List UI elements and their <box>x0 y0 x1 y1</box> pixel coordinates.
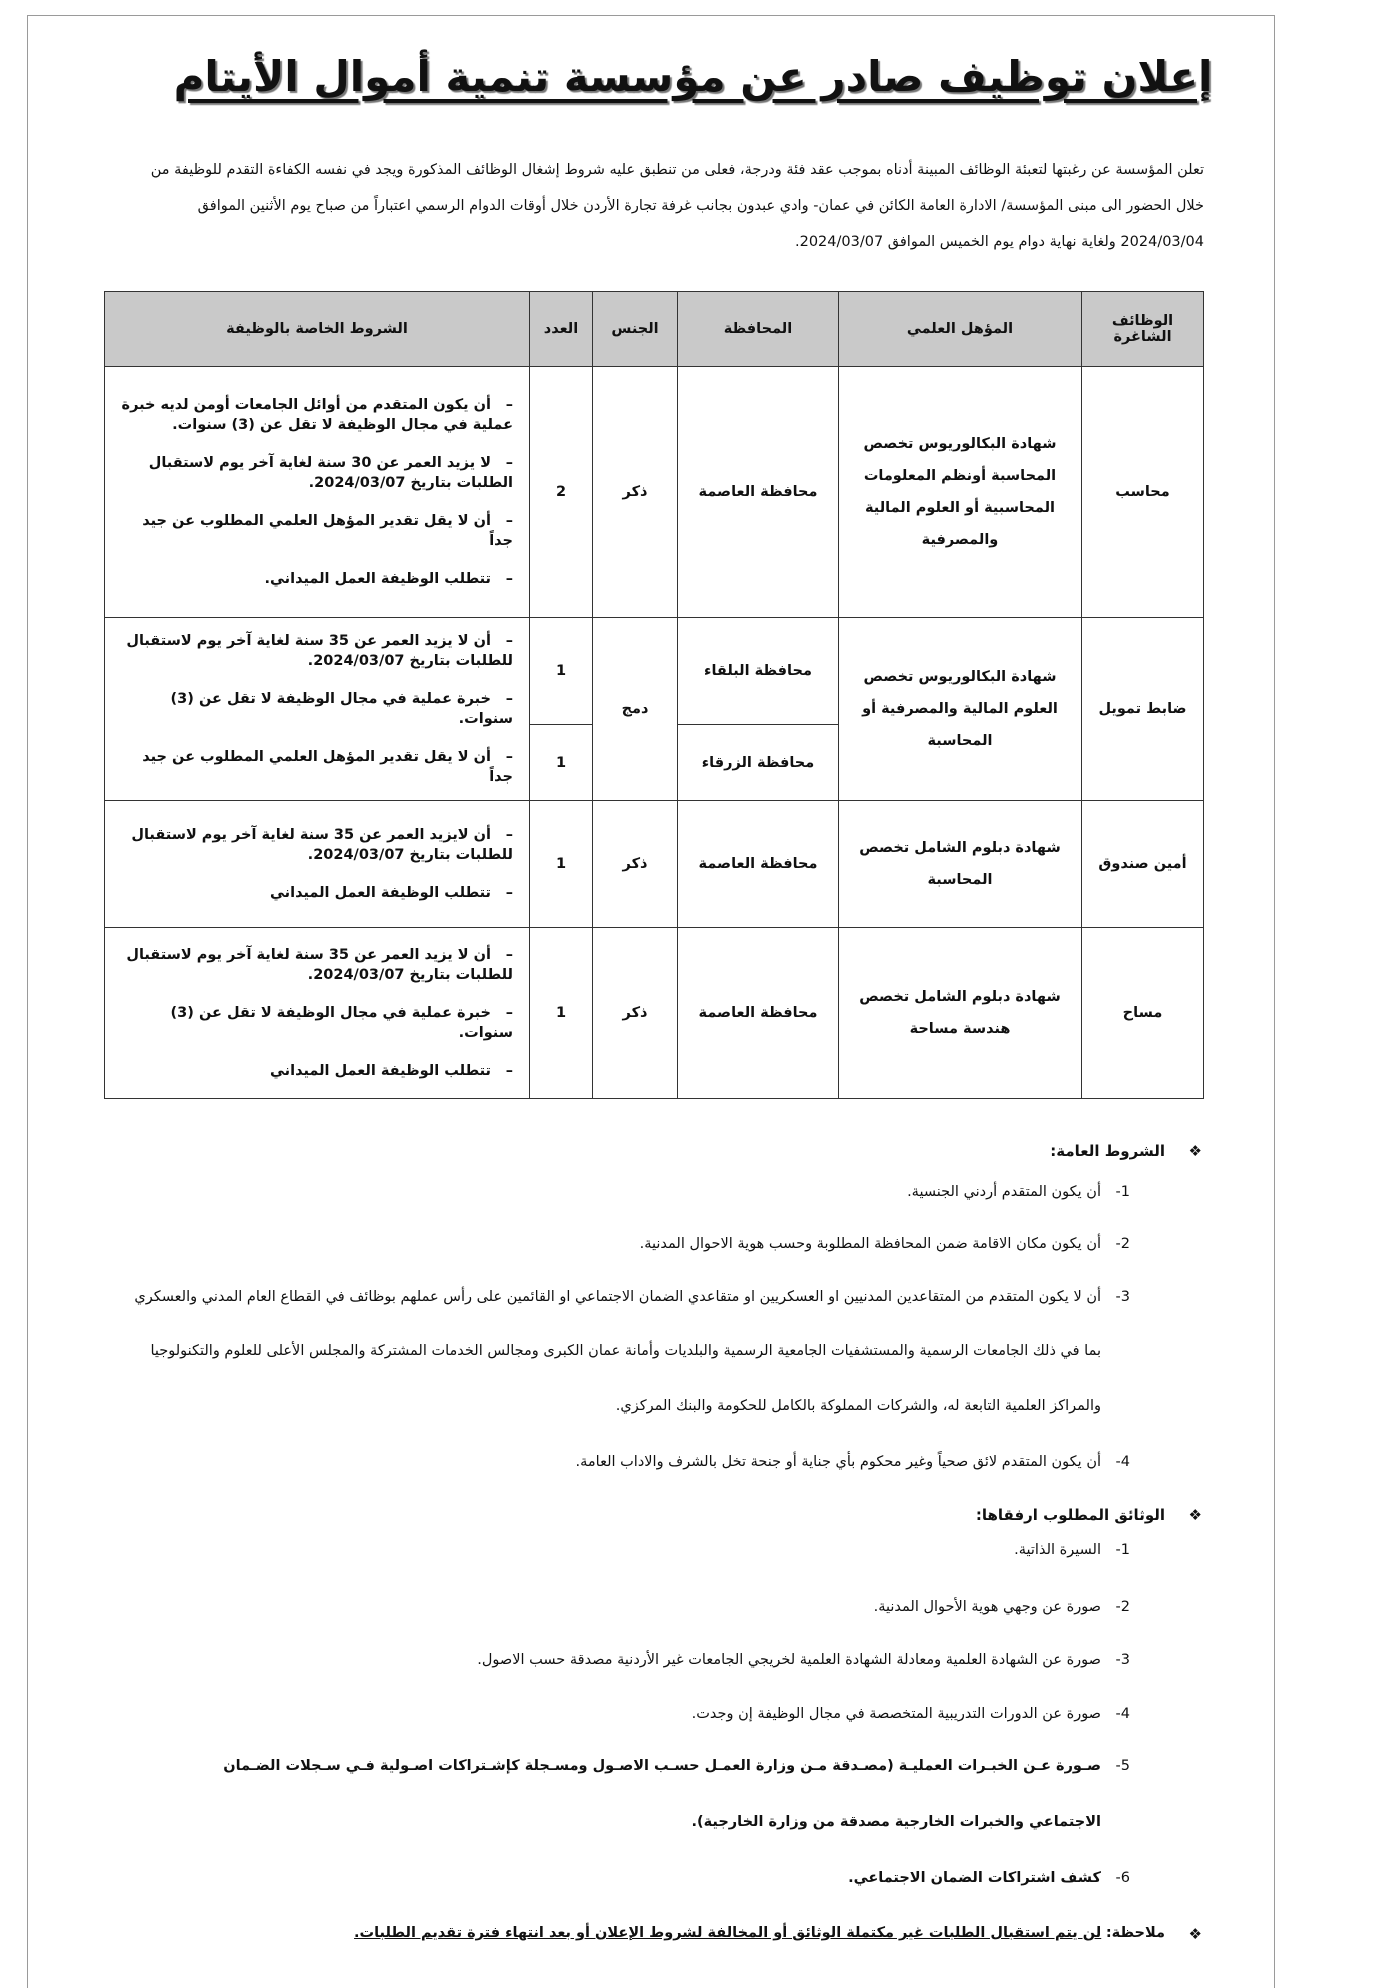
document-6: كشف اشتراكات الضمان الاجتماعي. <box>848 1870 1101 1886</box>
condition-item: –خبرة عملية في مجال الوظيفة لا تقل عن (3) سنوات. <box>170 691 513 727</box>
document-1: السيرة الذاتية. <box>1014 1542 1101 1558</box>
header-qualification: المؤهل العلمي <box>839 292 1082 367</box>
condition-item: –أن لا يزيد العمر عن 35 سنة لغاية آخر يوم لاستقبال للطلبات بتاريخ 2024/03/07. <box>126 633 513 669</box>
item-number: -3 <box>1115 1289 1130 1305</box>
qualification: شهادة دبلوم الشامل تخصص المحاسبة <box>839 801 1082 928</box>
table-header-row <box>105 292 1204 367</box>
document-2: صورة عن وجهي هوية الأحوال المدنية. <box>873 1599 1101 1615</box>
table-row <box>105 618 1204 725</box>
documents-heading: الوثائق المطلوب ارفقاها: <box>975 1506 1165 1524</box>
conditions <box>105 618 530 801</box>
bullet-icon: ❖ <box>1188 1506 1202 1524</box>
job-title: أمين صندوق <box>1082 801 1204 928</box>
condition-item: –لا يزيد العمر عن 30 سنة لغاية آخر يوم لاستقبال الطلبات بتاريخ 2024/03/07. <box>148 455 513 491</box>
item-number: -4 <box>1115 1454 1130 1470</box>
item-number: -3 <box>1115 1652 1130 1668</box>
header-count: العدد <box>530 292 593 367</box>
condition-item: –تتطلب الوظيفة العمل الميداني. <box>264 571 513 587</box>
general-condition-2: أن يكون مكان الاقامة ضمن المحافظة المطلوبة وحسب هوية الاحوال المدنية. <box>639 1236 1101 1252</box>
document-5-line-2: الاجتماعي والخبرات الخارجية مصدقة من وزارة الخارجية). <box>691 1814 1101 1830</box>
gender: ذكر <box>593 367 678 618</box>
count: 2 <box>530 367 593 618</box>
item-number: -2 <box>1115 1599 1130 1615</box>
intro-line-2: خلال الحضور الى مبنى المؤسسة/ الادارة العامة الكائن في عمان- وادي عبدون بجانب غرفة تجارة الأردن خلال أوقات الدوام الرسمي اعتباراً من صباح يوم الأثنين الموافق <box>197 198 1204 214</box>
condition-item: –أن لا يقل تقدير المؤهل العلمي المطلوب عن جيد جداً <box>142 749 513 785</box>
province: محافظة الزرقاء <box>678 725 839 801</box>
count: 1 <box>530 725 593 801</box>
condition-item: –أن يكون المتقدم من أوائل الجامعات أومن لديه خبرة عملية في مجال الوظيفة لا تقل عن (3) سنوات. <box>121 397 513 433</box>
general-condition-4: أن يكون المتقدم لائق صحياً وغير محكوم بأي جناية أو جنحة تخل بالشرف والاداب العامة. <box>575 1454 1101 1470</box>
qualification: شهادة دبلوم الشامل تخصص هندسة مساحة <box>839 928 1082 1099</box>
item-number: -4 <box>1115 1706 1130 1722</box>
job-title: مساح <box>1082 928 1204 1099</box>
job-title: ضابط تمويل <box>1082 618 1204 801</box>
table-row <box>105 928 1204 1099</box>
gender: ذكر <box>593 928 678 1099</box>
qualification: شهادة البكالوريوس تخصص العلوم المالية والمصرفية أو المحاسبة <box>839 618 1082 801</box>
qualification: شهادة البكالوريوس تخصص المحاسبة أونظم المعلومات المحاسبية أو العلوم المالية والمصرفية <box>839 367 1082 618</box>
bullet-icon: ❖ <box>1188 1925 1202 1943</box>
general-condition-3-line-1: أن لا يكون المتقدم من المتقاعدين المدنيين او العسكريين او متقاعدي الضمان الاجتماعي او القائمين على رأس عملهم بوظائف في القطاع العام المدني والعسكري <box>134 1289 1101 1305</box>
intro-line-1: تعلن المؤسسة عن رغبتها لتعبئة الوظائف المبينة أدناه بموجب عقد فئة ودرجة، فعلى من تنطبق عليه شروط إشغال الوظائف المذكورة ويجد في نفسه الكفاءة التقدم للوظيفة من <box>150 162 1204 178</box>
condition-item: –خبرة عملية في مجال الوظيفة لا تقل عن (3) سنوات. <box>170 1005 513 1041</box>
condition-item: –تتطلب الوظيفة العمل الميداني <box>270 885 513 901</box>
note <box>354 1925 1165 1941</box>
job-title: محاسب <box>1082 367 1204 618</box>
conditions <box>105 801 530 928</box>
document-4: صورة عن الدورات التدريبية المتخصصة في مجال الوظيفة إن وجدت. <box>691 1706 1101 1722</box>
header-province: المحافظة <box>678 292 839 367</box>
table-row <box>105 367 1204 618</box>
note-label: ملاحظة: <box>1105 1925 1165 1941</box>
item-number: -5 <box>1115 1758 1130 1774</box>
header-job: الوظائف الشاغرة <box>1082 292 1204 367</box>
condition-item: –أن لايزيد العمر عن 35 سنة لغاية آخر يوم لاستقبال للطلبات بتاريخ 2024/03/07. <box>131 827 513 863</box>
count: 1 <box>530 618 593 725</box>
item-number: -1 <box>1115 1542 1130 1558</box>
item-number: -2 <box>1115 1236 1130 1252</box>
count: 1 <box>530 928 593 1099</box>
province: محافظة العاصمة <box>678 801 839 928</box>
document-5-line-1: صـورة عـن الخبـرات العمليـة (مصـدقة مـن وزارة العمـل حسـب الاصـول ومسـجلة كإشـتراكات اصـولية فـي سـجلات الضـمان <box>223 1758 1101 1774</box>
gender: ذكر <box>593 801 678 928</box>
province: محافظة العاصمة <box>678 928 839 1099</box>
document-3: صورة عن الشهادة العلمية ومعادلة الشهادة العلمية لخريجي الجامعات غير الأردنية مصدقة حسب الاصول. <box>477 1652 1101 1668</box>
announcement-title: إعلان توظيف صادر عن مؤسسة تنمية أموال الأيتام <box>173 52 1213 101</box>
header-gender: الجنس <box>593 292 678 367</box>
count: 1 <box>530 801 593 928</box>
general-condition-3-line-2: بما في ذلك الجامعات الرسمية والمستشفيات الجامعية الرسمية والبلديات وأمانة عمان الكبرى ومجالس الخدمات المشتركة والمجلس الأعلى للعلوم والتكنولوجيا <box>150 1343 1101 1359</box>
general-condition-1: أن يكون المتقدم أردني الجنسية. <box>907 1184 1101 1200</box>
general-conditions-heading: الشروط العامة: <box>1050 1142 1165 1160</box>
condition-item: –أن لا يزيد العمر عن 35 سنة لغاية آخر يوم لاستقبال للطلبات بتاريخ 2024/03/07. <box>126 947 513 983</box>
item-number: -6 <box>1115 1870 1130 1886</box>
bullet-icon: ❖ <box>1188 1142 1202 1160</box>
conditions <box>105 367 530 618</box>
condition-item: –تتطلب الوظيفة العمل الميداني <box>270 1063 513 1079</box>
general-condition-3-line-3: والمراكز العلمية التابعة له، والشركات المملوكة بالكامل للحكومة والبنك المركزي. <box>615 1398 1101 1414</box>
table-row <box>105 801 1204 928</box>
province: محافظة العاصمة <box>678 367 839 618</box>
gender: دمج <box>593 618 678 801</box>
province: محافظة البلقاء <box>678 618 839 725</box>
jobs-table <box>104 291 1204 1099</box>
header-conditions: الشروط الخاصة بالوظيفة <box>105 292 530 367</box>
intro-line-3: 2024/03/04 ولغاية نهاية دوام يوم الخميس الموافق 2024/03/07. <box>794 234 1204 250</box>
note-text: لن يتم استقبال الطلبات غير مكتملة الوثائق أو المخالفة لشروط الإعلان أو بعد انتهاء فترة تقديم الطلبات. <box>354 1925 1102 1941</box>
item-number: -1 <box>1115 1184 1130 1200</box>
conditions <box>105 928 530 1099</box>
condition-item: –أن لا يقل تقدير المؤهل العلمي المطلوب عن جيد جداً <box>142 513 513 549</box>
